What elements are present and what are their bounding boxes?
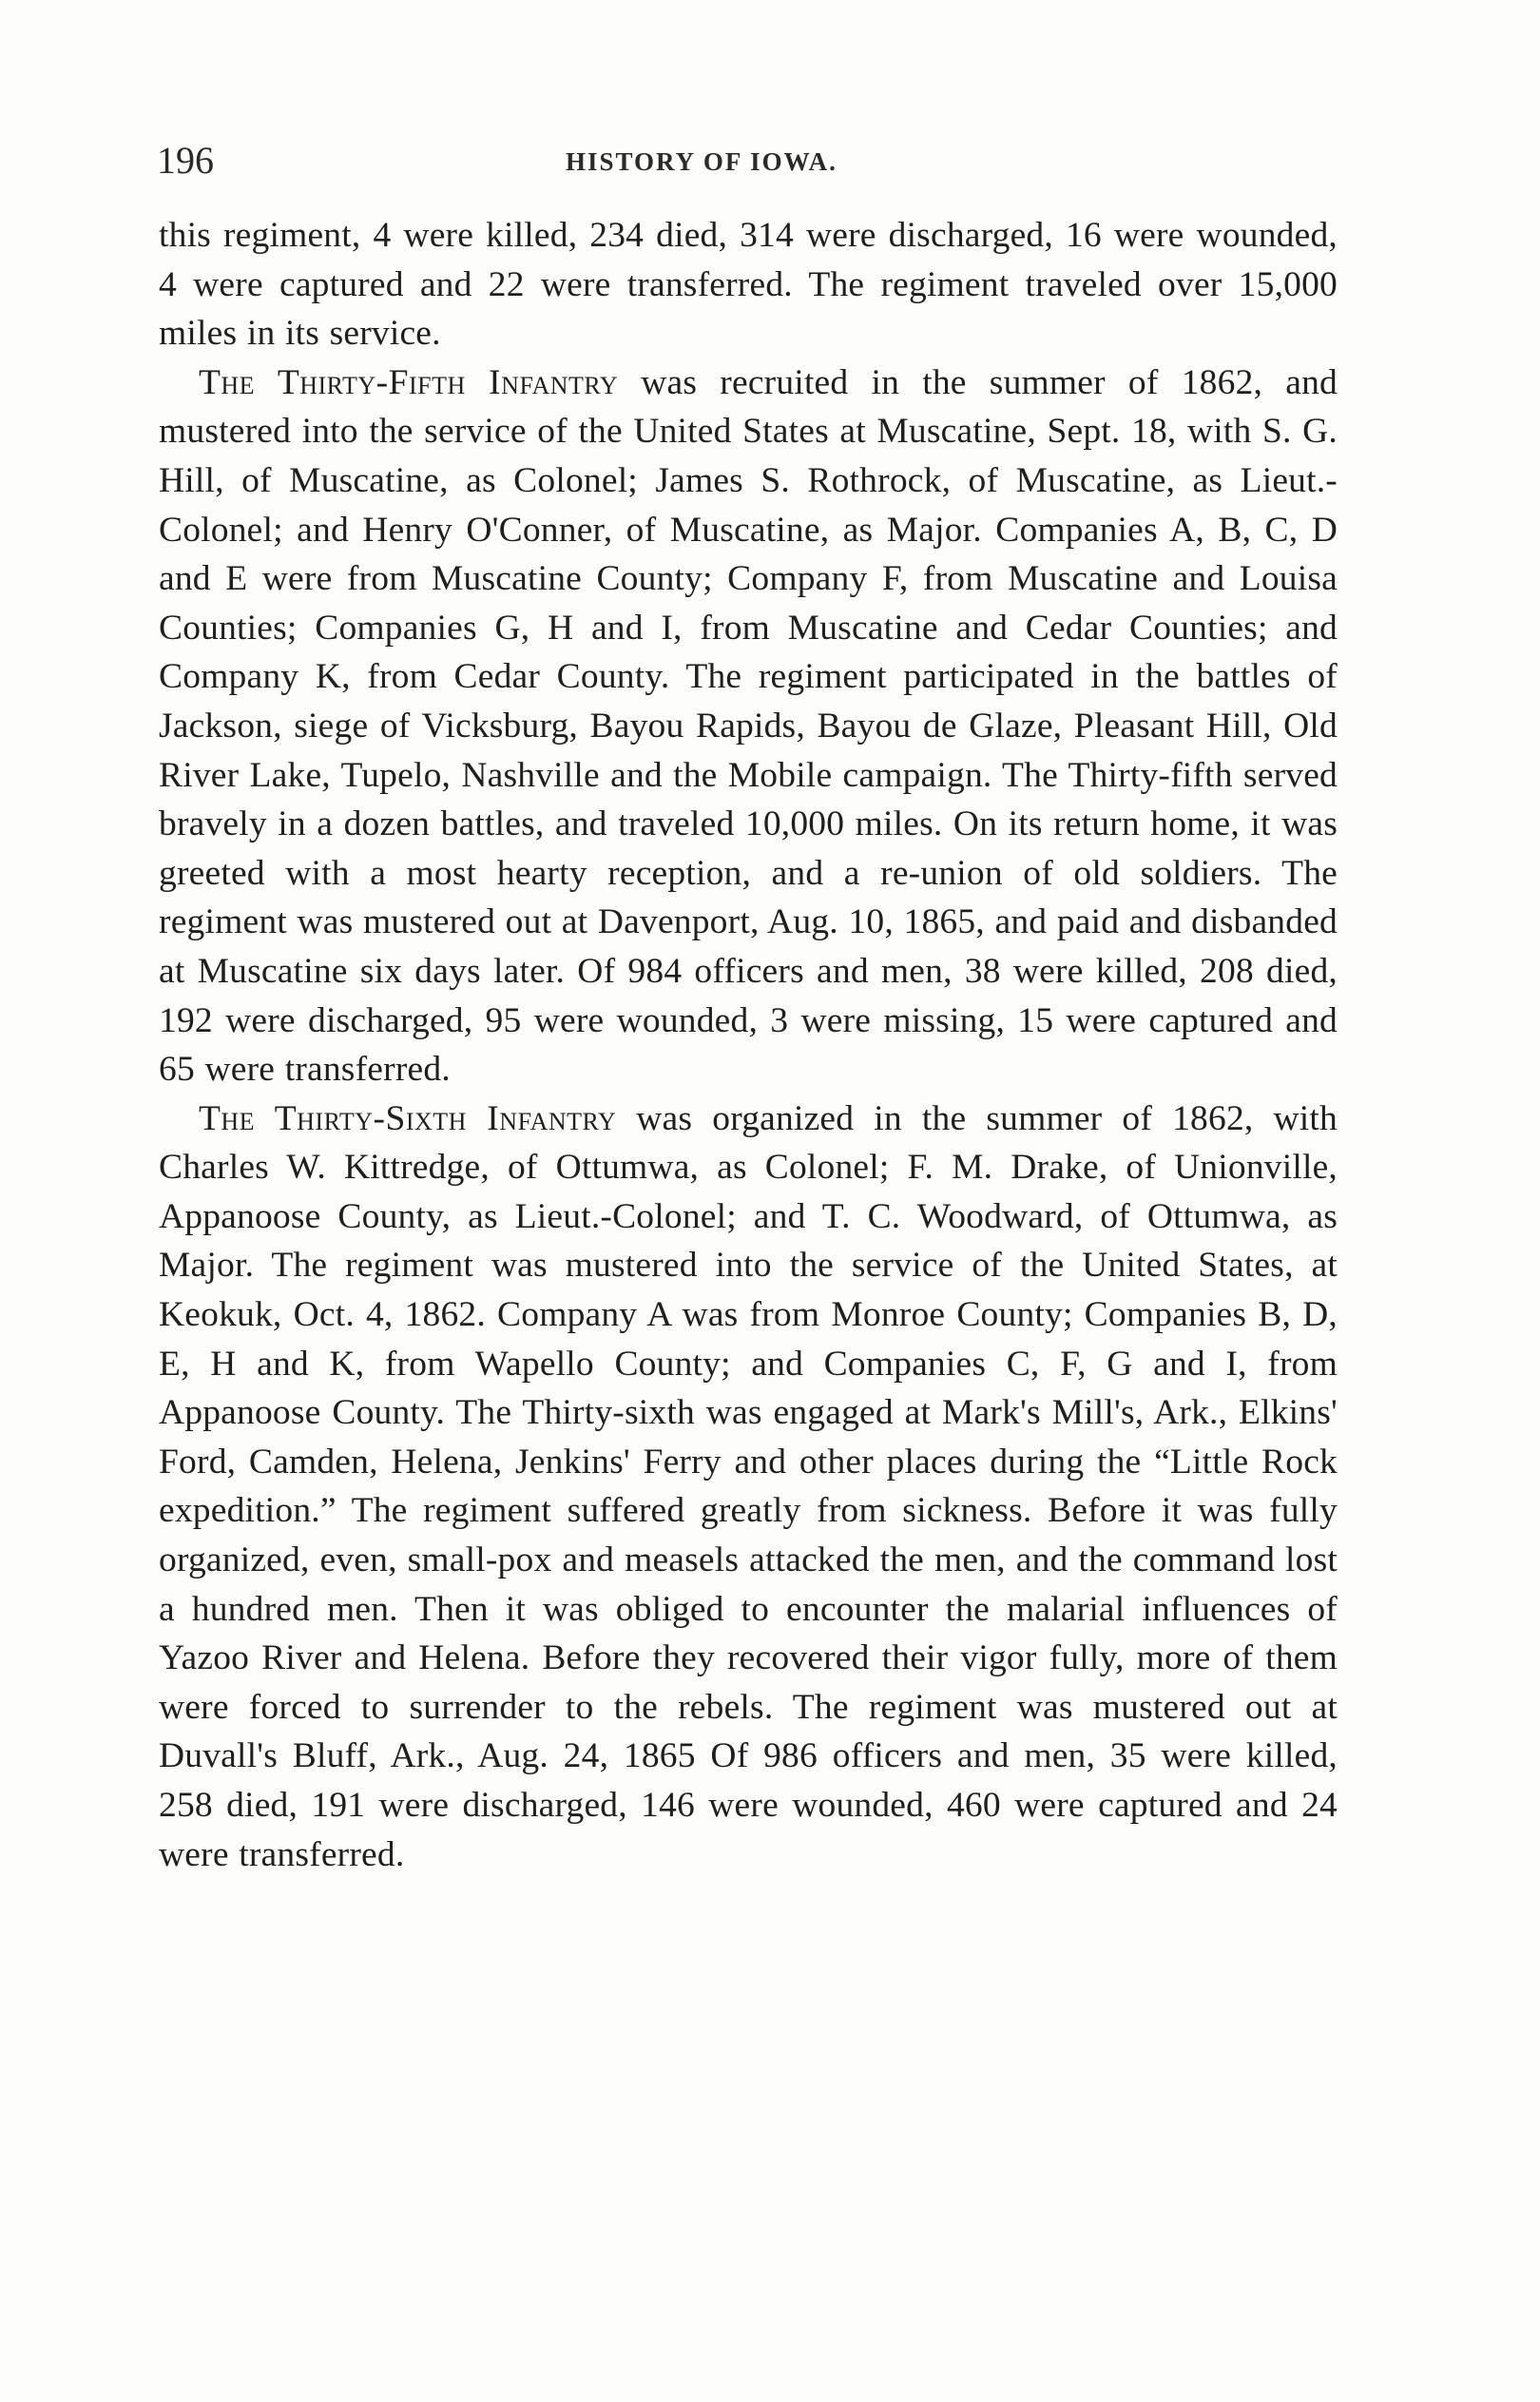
paragraph-lead: The Thirty-Fifth Infantry: [199, 362, 619, 402]
paragraph-text: was recruited in the summer of 1862, and mustered into the service of the United States at Muscatine, Sept. 18, with S. G. Hill, of Muscatine, as Colonel; James S. Rothrock, of Muscatine, as Lieut.-Colonel; and Henry O'Conner, of Muscatine, as Major. Companies A, B, C, D and E were from Muscatine County; Company F, from Muscatine and Louisa Counties; Companies G, H and I, from Muscatine and Cedar Counties; and Company K, from Cedar County. The regiment participated in the battles of Jackson, siege of Vicksburg, Bayou Rapids, Bayou de Glaze, Pleasant Hill, Old River Lake, Tupelo, Nashville and the Mobile campaign. The Thirty-fifth served bravely in a dozen battles, and traveled 10,000 miles. On its return home, it was greeted with a most hearty reception, and a re-union of old soldiers. The regiment was mustered out at Davenport, Aug. 10, 1865, and paid and disbanded at Muscatine six days later. Of 984 officers and men, 38 were killed, 208 died, 192 were discharged, 95 were wounded, 3 were missing, 15 were captured and 65 were transferred.: [159, 362, 1338, 1090]
body-text: [159, 211, 1338, 1879]
paragraph-text: this regiment, 4 were killed, 234 died, 314 were discharged, 16 were wounded, 4 were captured and 22 were transferred. The regiment traveled over 15,000 miles in its service.: [159, 216, 1338, 354]
paragraph-lead: The Thirty-Sixth Infantry: [199, 1098, 617, 1138]
paragraph-thirty-fifth-infantry: [159, 358, 1338, 1094]
running-title: HISTORY OF IOWA.: [566, 147, 837, 176]
running-head: [157, 139, 1328, 183]
page-number: 196: [157, 139, 214, 182]
paragraph-text: was organized in the summer of 1862, with Charles W. Kittredge, of Ottumwa, as Colonel; F. M. Drake, of Unionville, Appanoose County, as Lieut.-Colonel; and T. C. Woodward, of Ottumwa, as Major. The regiment was mustered into the service of the United States, at Keokuk, Oct. 4, 1862. Company A was from Monroe County; Companies B, D, E, H and K, from Wapello County; and Companies C, F, G and I, from Appanoose County. The Thirty-sixth was engaged at Mark's Mill's, Ark., Elkins' Ford, Camden, Helena, Jenkins' Ferry and other places during the “Little Rock expedition.” The regiment suffered greatly from sickness. Before it was fully organized, even, small-pox and measels attacked the men, and the command lost a hundred men. Then it was obliged to encounter the malarial influences of Yazoo River and Helena. Before they recovered their vigor fully, more of them were forced to surrender to the rebels. The regiment was mustered out at Duvall's Bluff, Ark., Aug. 24, 1865 Of 986 officers and men, 35 were killed, 258 died, 191 were discharged, 146 were wounded, 460 were captured and 24 were transferred.: [159, 1098, 1338, 1874]
paragraph-regiment-summary: [159, 211, 1338, 358]
paragraph-thirty-sixth-infantry: [159, 1094, 1338, 1880]
